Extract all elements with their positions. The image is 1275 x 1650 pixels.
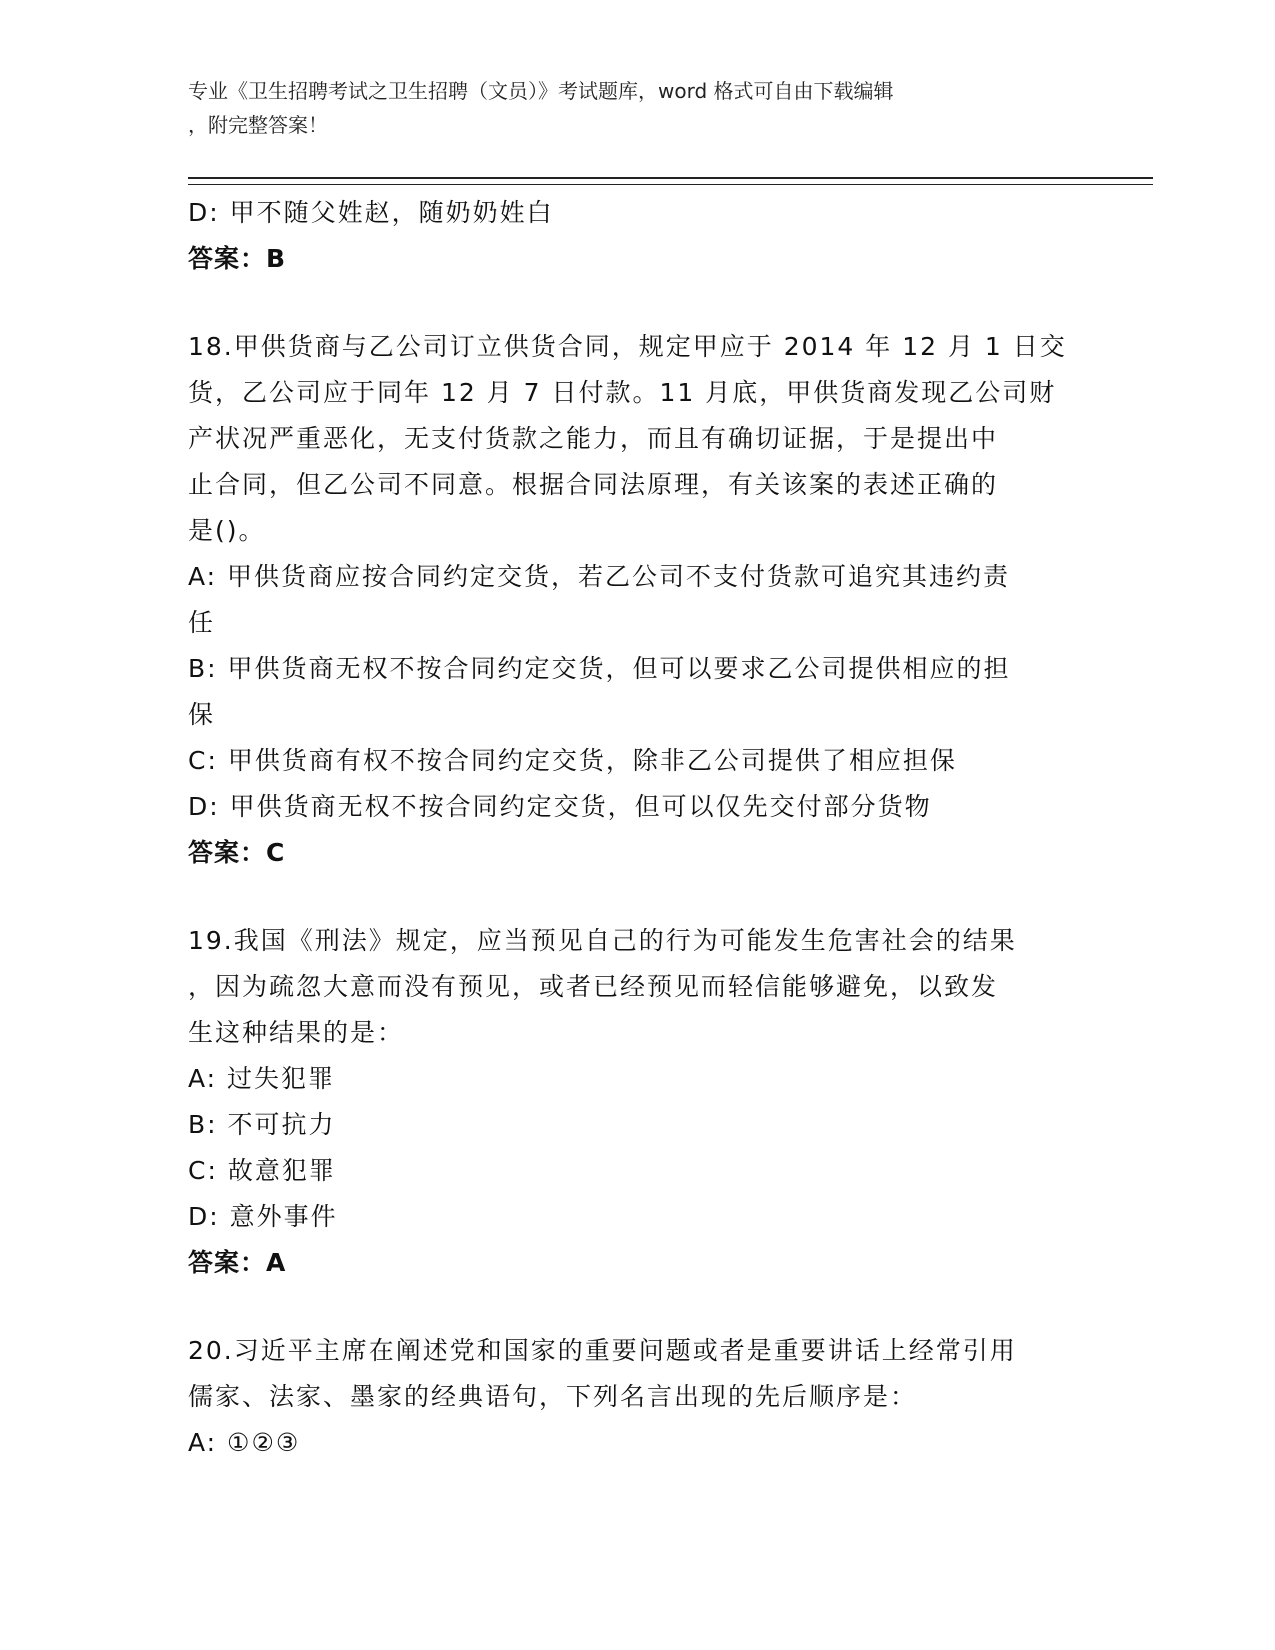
question-text-line: 生这种结果的是： xyxy=(188,1018,405,1047)
option-d: D: 甲不随父姓赵，随奶奶姓白 xyxy=(188,198,554,227)
option-b-continued: 保 xyxy=(188,700,216,729)
question-20 xyxy=(188,1328,1088,1466)
option-a: A: 甲供货商应按合同约定交货，若乙公司不支付货款可追究其违约责 xyxy=(188,562,1011,591)
option-a-continued: 任 xyxy=(188,608,216,637)
header-divider-thin xyxy=(188,184,1153,185)
question-text-line: 儒家、法家、墨家的经典语句，下列名言出现的先后顺序是： xyxy=(188,1382,918,1411)
question-text-line: 产状况严重恶化，无支付货款之能力，而且有确切证据，于是提出中 xyxy=(188,424,999,453)
question-text-line: 止合同，但乙公司不同意。根据合同法原理，有关该案的表述正确的 xyxy=(188,470,999,499)
spacer xyxy=(188,1286,1088,1328)
question-text-line: 18.甲供货商与乙公司订立供货合同，规定甲应于 2014 年 12 月 1 日交 xyxy=(188,332,1067,361)
option-a: A: ①②③ xyxy=(188,1428,301,1457)
answer-line: 答案：B xyxy=(188,244,287,273)
question-text-line: 20.习近平主席在阐述党和国家的重要问题或者是重要讲话上经常引用 xyxy=(188,1336,1017,1365)
question-text-line: 是()。 xyxy=(188,516,266,545)
answer-line: 答案：A xyxy=(188,1248,287,1277)
header-line-1: 专业《卫生招聘考试之卫生招聘（文员）》考试题库，word 格式可自由下载编辑 xyxy=(188,79,894,103)
question-text-line: 货，乙公司应于同年 12 月 7 日付款。11 月底，甲供货商发现乙公司财 xyxy=(188,378,1057,407)
spacer xyxy=(188,876,1088,918)
answer-line: 答案：C xyxy=(188,838,286,867)
header-divider-thick xyxy=(188,177,1153,179)
question-text-line: ，因为疏忽大意而没有预见，或者已经预见而轻信能够避免，以致发 xyxy=(188,972,999,1001)
option-b: B: 不可抗力 xyxy=(188,1110,336,1139)
page-header xyxy=(188,74,1068,142)
previous-question-tail xyxy=(188,190,1088,282)
question-18 xyxy=(188,324,1088,876)
option-c: C: 故意犯罪 xyxy=(188,1156,336,1185)
spacer xyxy=(188,282,1088,324)
option-b: B: 甲供货商无权不按合同约定交货，但可以要求乙公司提供相应的担 xyxy=(188,654,1011,683)
option-a: A: 过失犯罪 xyxy=(188,1064,336,1093)
option-d: D: 甲供货商无权不按合同约定交货，但可以仅先交付部分货物 xyxy=(188,792,932,821)
option-d: D: 意外事件 xyxy=(188,1202,338,1231)
question-19 xyxy=(188,918,1088,1286)
option-c: C: 甲供货商有权不按合同约定交货，除非乙公司提供了相应担保 xyxy=(188,746,957,775)
header-line-2: ，附完整答案！ xyxy=(188,113,328,137)
question-text-line: 19.我国《刑法》规定，应当预见自己的行为可能发生危害社会的结果 xyxy=(188,926,1017,955)
question-content xyxy=(188,190,1088,1466)
